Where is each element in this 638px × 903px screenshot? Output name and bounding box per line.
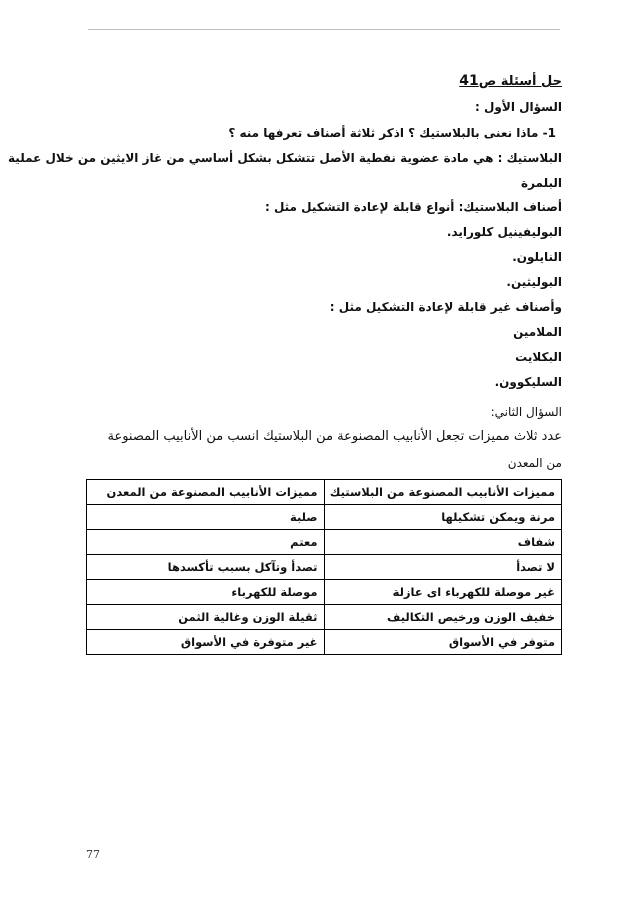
nonrecyclable-item: السليكوون. xyxy=(494,375,562,389)
plastic-definition: البلاستيك : هي مادة عضوية نفطية الأصل تتشكل بشكل أساسي من غاز الايثين من خلال عملية xyxy=(8,151,562,165)
header-plastic: مميزات الأنابيب المصنوعة من البلاستيك xyxy=(324,480,562,505)
cell-metal: غير متوفرة في الأسواق xyxy=(87,630,325,655)
table-row xyxy=(87,605,562,630)
question-1-heading: السؤال الأول : xyxy=(475,100,562,114)
header-metal: مميزات الأنابيب المصنوعة من المعدن xyxy=(87,480,325,505)
table-row xyxy=(87,630,562,655)
page-title: حل أسئلة ص41 xyxy=(459,73,562,89)
table-row xyxy=(87,580,562,605)
recyclable-types-title: أصناف البلاستيك: أنواع قابلة لإعادة التشكيل مثل : xyxy=(264,200,562,214)
nonrecyclable-item: الملامين xyxy=(513,325,562,339)
cell-plastic: متوفر في الأسواق xyxy=(324,630,562,655)
question-1-text: 1- ماذا نعنى بالبلاستيك ؟ اذكر ثلاثة أصناف تعرفها منه ؟ xyxy=(228,126,556,140)
question-2-heading: السؤال الثاني: xyxy=(490,405,562,419)
recyclable-item: البوليثين. xyxy=(506,275,562,289)
cell-metal: صلبة xyxy=(87,505,325,530)
cell-plastic: لا تصدأ xyxy=(324,555,562,580)
plastic-definition-continued: البلمرة xyxy=(520,176,562,190)
cell-plastic: شفاف xyxy=(324,530,562,555)
cell-plastic: مرنة ويمكن تشكيلها xyxy=(324,505,562,530)
table-header-row xyxy=(87,480,562,505)
recyclable-item: النايلون. xyxy=(512,250,562,264)
table-row xyxy=(87,555,562,580)
page-number: 77 xyxy=(86,848,100,861)
cell-metal: تصدأ وتآكل بسبب تأكسدها xyxy=(87,555,325,580)
cell-plastic: غير موصلة للكهرباء اى عازلة xyxy=(324,580,562,605)
cell-metal: موصلة للكهرباء xyxy=(87,580,325,605)
recyclable-item: البوليفينيل كلورايد. xyxy=(446,225,562,239)
question-2-text: عدد ثلاث مميزات تجعل الأنابيب المصنوعة من البلاستيك انسب من الأنابيب المصنوعة xyxy=(107,429,562,444)
nonrecyclable-types-title: وأصناف غير قابلة لإعادة التشكيل مثل : xyxy=(329,300,562,314)
cell-plastic: خفيف الوزن ورخيص التكاليف xyxy=(324,605,562,630)
table-row xyxy=(87,505,562,530)
cell-metal: معتم xyxy=(87,530,325,555)
nonrecyclable-item: البكلايت xyxy=(515,350,562,364)
question-2-text-continued: من المعدن xyxy=(507,456,562,470)
header-rule xyxy=(88,29,560,30)
cell-metal: ثقيلة الوزن وغالية الثمن xyxy=(87,605,325,630)
comparison-table xyxy=(86,479,562,655)
table-row xyxy=(87,530,562,555)
